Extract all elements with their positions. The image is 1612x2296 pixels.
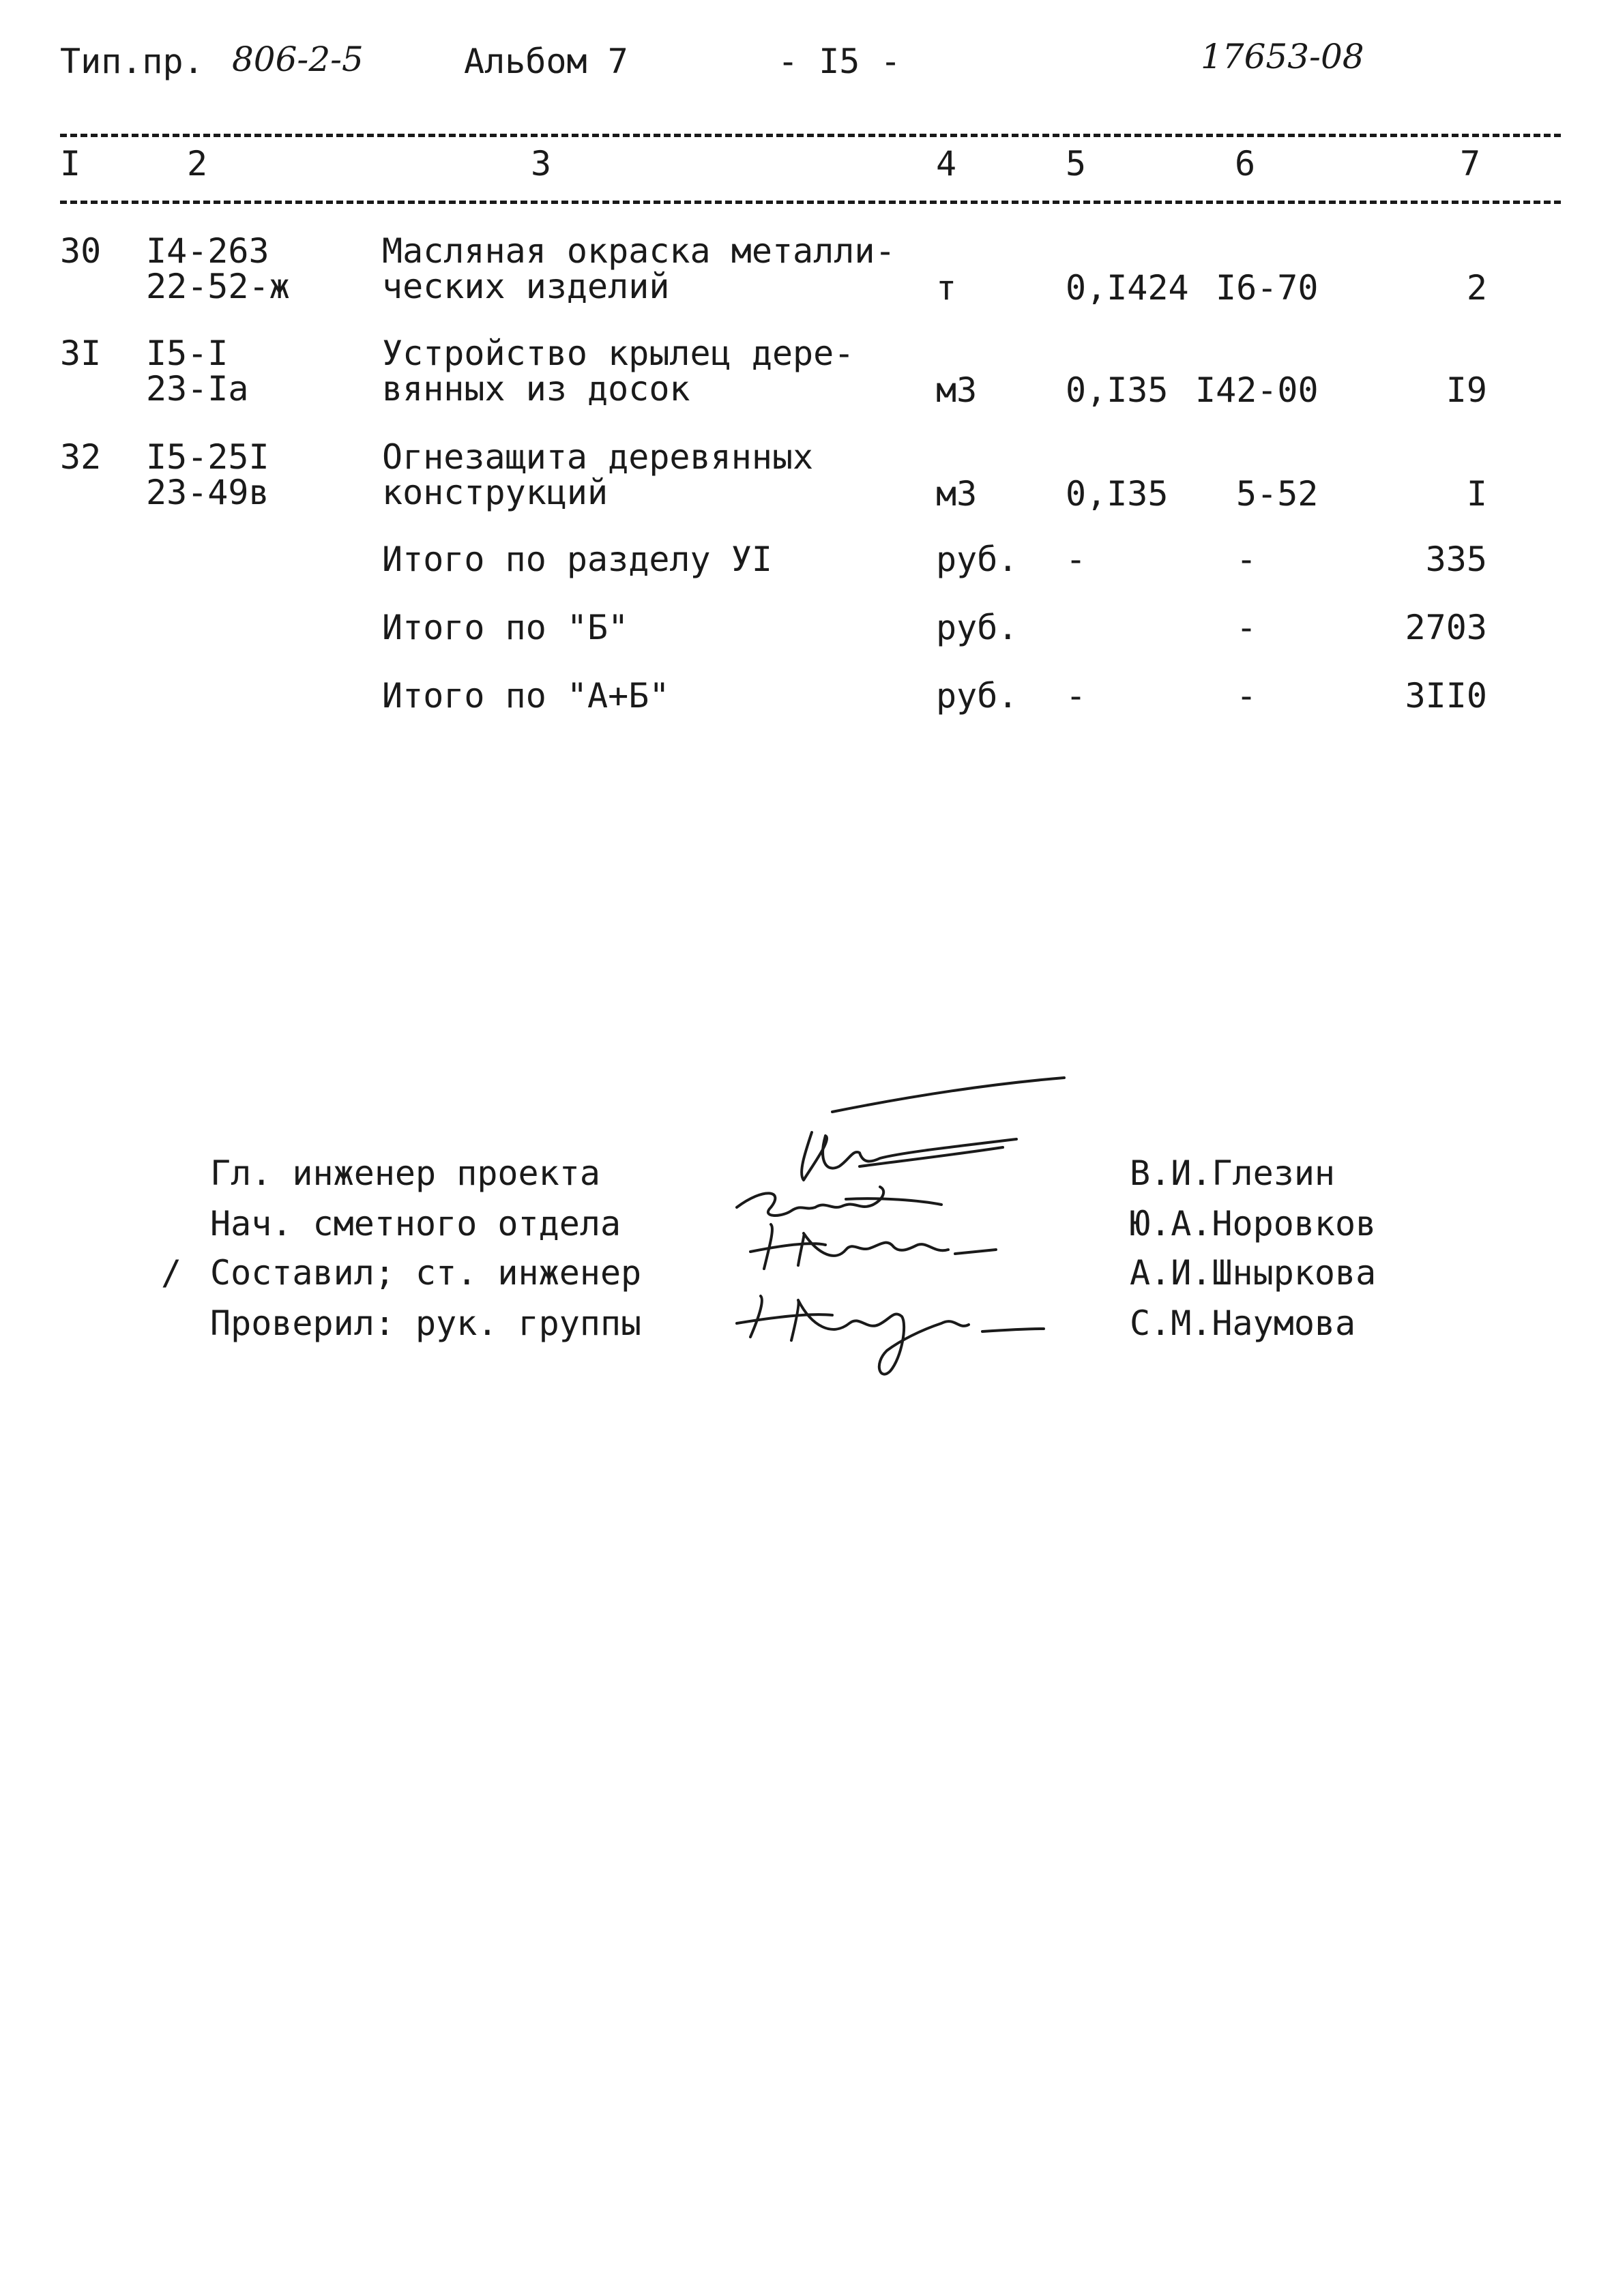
row-unit: т [936, 268, 957, 308]
row-code-secondary: 23-Iа [146, 369, 249, 409]
row-code-secondary: 22-52-ж [146, 267, 290, 306]
table-header-rule [60, 201, 1561, 204]
doc-number: 17653-08 [1201, 37, 1364, 76]
totals-price: - [1236, 540, 1257, 579]
page-number: - I5 - [778, 42, 901, 81]
signature-name: А.И.Шныркова [1130, 1253, 1377, 1293]
signature-role: Составил; ст. инженер [210, 1253, 642, 1293]
row-total: 2 [1466, 268, 1487, 308]
row-quantity: 0,I35 [1066, 474, 1169, 514]
margin-tick-mark: / [161, 1253, 182, 1293]
totals-label: Итого по разделу УI [382, 540, 772, 579]
totals-total: 2703 [1405, 608, 1487, 647]
row-unit: м3 [936, 474, 978, 514]
row-quantity: 0,I35 [1066, 370, 1169, 410]
column-header-7: 7 [1460, 144, 1481, 183]
row-code-primary: I5-25I [146, 437, 269, 477]
table-top-rule [60, 134, 1561, 137]
row-description-line2: конструкций [382, 473, 609, 512]
row-total: I9 [1446, 370, 1487, 410]
row-description-line1: Масляная окраска металли- [382, 231, 896, 271]
signature-name: С.М.Наумова [1130, 1304, 1356, 1343]
totals-price: - [1236, 676, 1257, 716]
row-number: 32 [60, 437, 102, 477]
totals-label: Итого по "Б" [382, 608, 629, 647]
row-number: 3I [60, 334, 102, 373]
column-header-5: 5 [1066, 144, 1087, 183]
row-price: 5-52 [1236, 474, 1319, 514]
row-unit: м3 [936, 370, 978, 410]
totals-quantity: - [1066, 676, 1087, 716]
column-header-2: 2 [187, 144, 208, 183]
row-description-line1: Огнезащита деревянных [382, 437, 814, 477]
row-number: 30 [60, 231, 102, 271]
totals-total: 335 [1425, 540, 1487, 579]
row-description-line2: вянных из досок [382, 369, 690, 409]
row-description-line1: Устройство крылец дере- [382, 334, 855, 373]
totals-unit: руб. [936, 540, 1019, 579]
column-header-6: 6 [1235, 144, 1256, 183]
signature-role: Нач. сметного отдела [210, 1204, 621, 1243]
column-header-4: 4 [936, 144, 957, 183]
signature-role: Проверил: рук. группы [210, 1304, 642, 1343]
totals-label: Итого по "А+Б" [382, 676, 670, 716]
project-code: 806-2-5 [232, 40, 364, 79]
totals-quantity: - [1066, 540, 1087, 579]
row-code-secondary: 23-49в [146, 473, 269, 512]
row-code-primary: I4-263 [146, 231, 269, 271]
row-price: I6-70 [1216, 268, 1319, 308]
totals-unit: руб. [936, 608, 1019, 647]
album-label: Альбом 7 [464, 42, 628, 81]
row-total: I [1466, 474, 1487, 514]
totals-price: - [1236, 608, 1257, 647]
row-price: I42-00 [1195, 370, 1319, 410]
signature-role: Гл. инженер проекта [210, 1153, 600, 1193]
totals-unit: руб. [936, 676, 1019, 716]
handwritten-signatures [723, 1071, 1078, 1392]
column-header-3: 3 [531, 144, 552, 183]
totals-total: 3II0 [1405, 676, 1487, 716]
row-description-line2: ческих изделий [382, 267, 670, 306]
header-prefix: Тип.пр. [60, 42, 204, 81]
column-header-1: I [60, 144, 81, 183]
signature-name: Ю.А.Норовков [1130, 1204, 1377, 1243]
row-quantity: 0,I424 [1066, 268, 1189, 308]
signature-name: В.И.Глезин [1130, 1153, 1336, 1193]
row-code-primary: I5-I [146, 334, 229, 373]
